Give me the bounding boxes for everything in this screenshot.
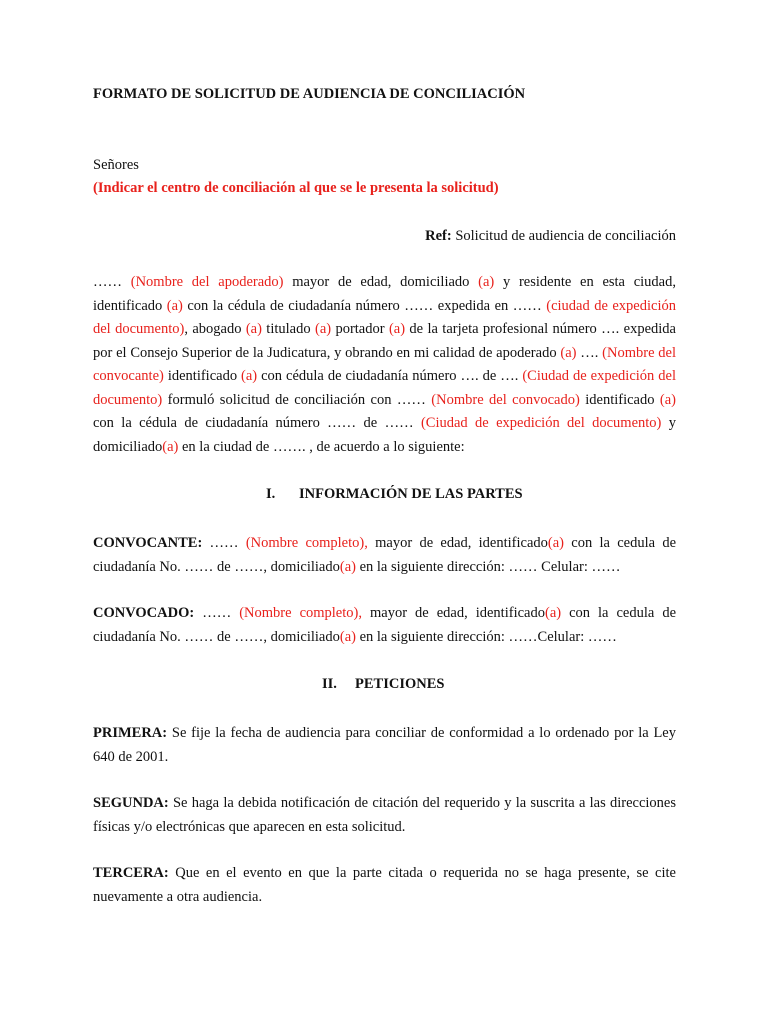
placeholder-text: (a) [314,321,332,337]
section-title: INFORMACIÓN DE LAS PARTES [299,486,523,502]
peticion-primera [93,722,676,769]
placeholder-text: (a) [547,535,565,551]
party-label: CONVOCADO: [93,605,195,621]
body-text: en la siguiente dirección: …… Celular: …… [355,558,621,575]
body-text: mayor de edad, domiciliado [283,274,479,290]
section-number: II. [322,676,337,692]
body-text: y domiciliado [93,415,677,455]
body-text: en la ciudad de ……. , de acuerdo a lo siguiente: [178,438,465,455]
placeholder-text: (ciudad de expedición del documento) [93,297,676,337]
placeholder-text: (a) [339,558,356,575]
body-text: formuló solicitud de conciliación con …… [162,391,432,408]
body-text: …… [194,605,240,621]
peticion-tercera [93,862,676,909]
section-title: PETICIONES [355,676,445,692]
body-text: …… [202,535,246,551]
peticion-text: Que en el evento en que la parte citada o requerida no se haga presente, se cite nuevamente a otra audiencia. [93,865,676,905]
section-number: I. [266,486,276,502]
body-text: …… [93,274,131,290]
intro-paragraph [93,271,676,459]
placeholder-text: (a) [339,628,356,645]
body-text: y residente en esta ciudad, identificado [93,274,676,314]
peticion-label: TERCERA: [93,865,169,881]
placeholder-text: (a) [388,321,406,337]
convocado-paragraph [93,602,676,649]
peticion-segunda [93,792,676,839]
placeholder-text: (a) [478,274,495,290]
peticion-label: PRIMERA: [93,725,168,741]
placeholder-text: (a) [560,344,577,361]
body-text: con la cedula de ciudadanía No. …… de ……, domiciliado [93,605,677,645]
body-text: de la tarjeta profesional número …. expedida por el Consejo Superior de la Judicatura, y obrando en mi calidad de apoderado [93,321,676,361]
body-text: con la cedula de ciudadanía No. …… de ……, domiciliado [93,535,677,575]
body-text: en la siguiente dirección: ……Celular: …… [355,628,617,645]
recipient-instruction: (Indicar el centro de conciliación al que se le presenta la solicitud) [93,180,499,196]
body-text: …. [576,344,603,361]
body-text: identificado [163,368,242,384]
placeholder-text: (Ciudad de expedición del documento) [420,415,662,431]
reference-text: Solicitud de audiencia de conciliación [451,228,676,244]
reference-line [425,228,676,245]
placeholder-text: (Nombre del convocante) [93,344,677,384]
greeting: Señores [93,157,139,173]
body-text: portador [331,321,389,337]
placeholder-text: (a) [544,605,562,621]
placeholder-text: (a) [166,297,183,314]
body-text: con la cédula de ciudadanía número …… de …… [93,415,421,431]
body-text: mayor de edad, identificado [367,535,548,551]
document-title: FORMATO DE SOLICITUD DE AUDIENCIA DE CONCILIACIÓN [93,86,526,102]
peticion-text: Se haga la debida notificación de citación del requerido y la suscrita a las direcciones físicas y/o electrónicas que aparecen en esta solicitud. [93,795,676,835]
peticion-label: SEGUNDA: [93,795,169,811]
placeholder-text: (Nombre completo), [239,605,362,621]
placeholder-text: (Ciudad de expedición del documento) [93,368,676,408]
placeholder-text: (a) [245,321,262,337]
body-text: , abogado [184,321,246,337]
party-label: CONVOCANTE: [93,535,203,551]
placeholder-text: (Nombre del convocado) [431,391,580,408]
body-text: con la cédula de ciudadanía número …… expedida en …… [182,297,547,314]
body-text: con cédula de ciudadanía número …. de …. [257,368,523,384]
placeholder-text: (a) [241,368,258,384]
peticion-text: Se fije la fecha de audiencia para conciliar de conformidad a lo ordenado por la Ley 640 de 2001. [93,725,676,765]
reference-label: Ref: [425,228,452,244]
placeholder-text: (a) [659,391,676,408]
body-text: mayor de edad, identificado [361,605,545,621]
body-text: titulado [261,321,315,337]
placeholder-text: (Nombre completo), [245,535,368,551]
placeholder-text: (Nombre del apoderado) [130,274,284,290]
convocante-paragraph [93,532,676,579]
placeholder-text: (a) [162,438,179,455]
body-text: identificado [579,391,660,408]
